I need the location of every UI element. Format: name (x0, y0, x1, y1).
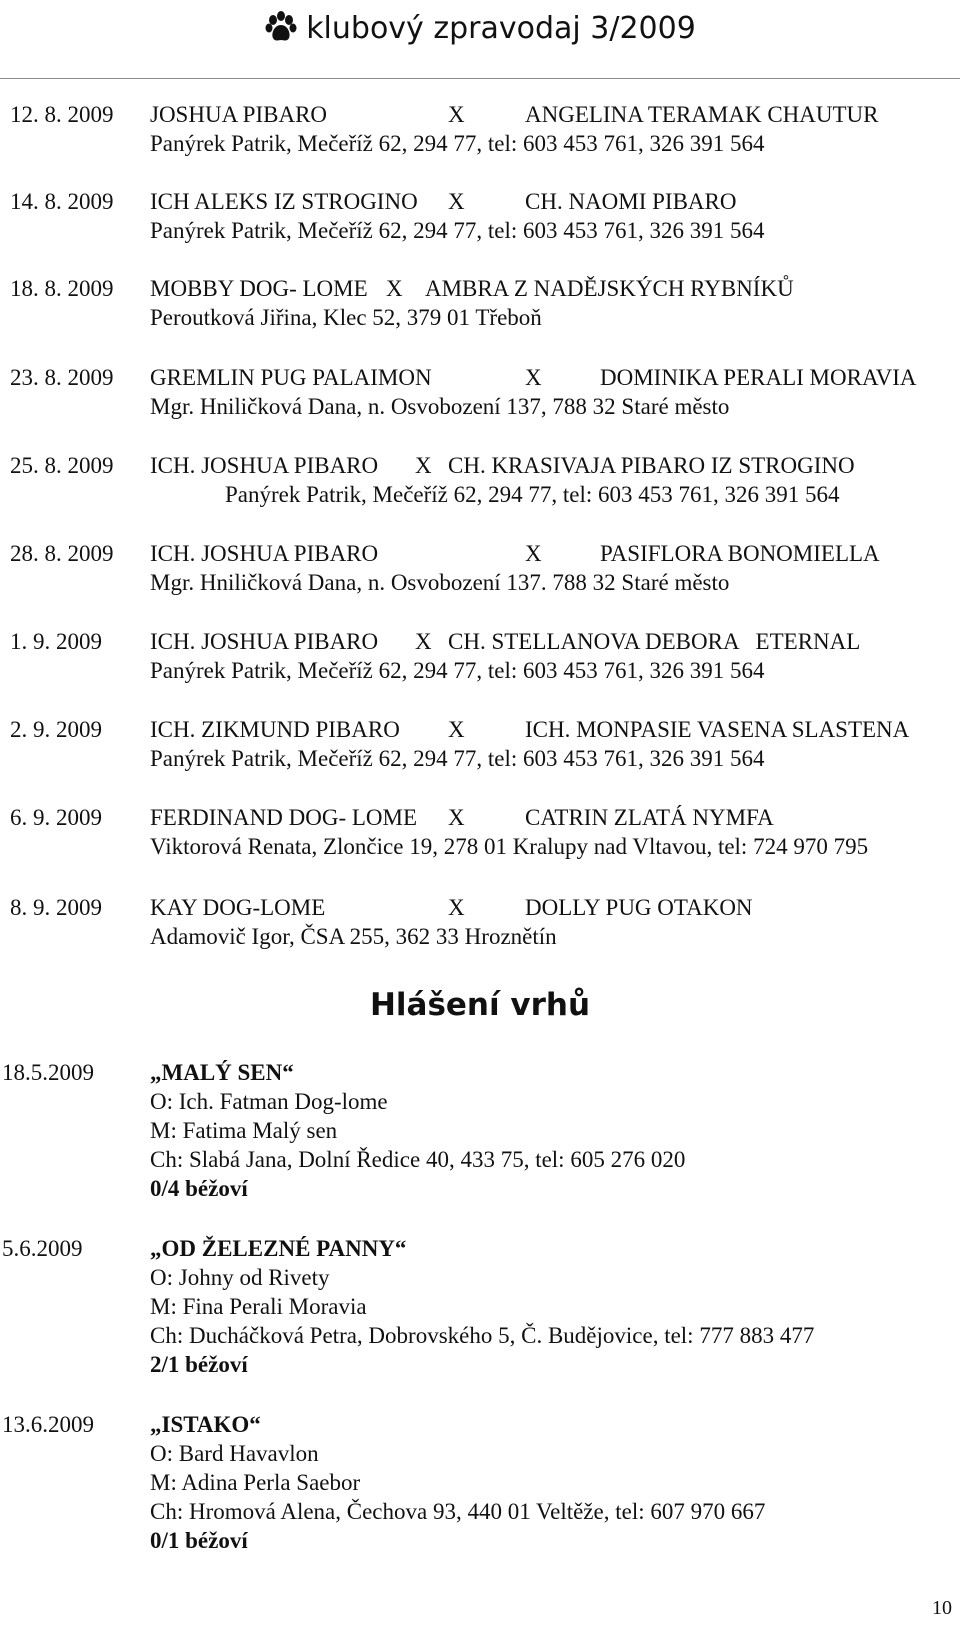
mating-entry (0, 187, 960, 245)
paw-icon (264, 11, 298, 45)
page-header (0, 4, 960, 52)
mating-dam: AMBRA Z NADĚJSKÝCH RYBNÍKŮ (425, 276, 794, 301)
mating-x: X (415, 453, 432, 478)
litter-name: „ISTAKO“ (150, 1412, 261, 1437)
mating-owner: Panýrek Patrik, Mečeříž 62, 294 77, tel: 603 453 761, 326 391 564 (150, 658, 765, 683)
mating-owner: Mgr. Hniličková Dana, n. Osvobození 137. 788 32 Staré město (150, 570, 730, 595)
litter-count: 0/4 béžoví (150, 1176, 248, 1201)
mating-x: X (448, 102, 465, 127)
mating-date: 1. 9. 2009 (10, 629, 102, 654)
mating-x: X (525, 541, 542, 566)
litter-sire: O: Johny od Rivety (150, 1265, 330, 1290)
mating-owner: Panýrek Patrik, Mečeříž 62, 294 77, tel: 603 453 761, 326 391 564 (150, 131, 765, 156)
mating-x: X (448, 189, 465, 214)
mating-date: 18. 8. 2009 (10, 276, 114, 301)
mating-entry (0, 274, 960, 332)
mating-dam: ICH. MONPASIE VASENA SLASTENA (525, 717, 910, 742)
mating-dam: ANGELINA TERAMAK CHAUTUR (525, 102, 879, 127)
litter-dam: M: Fina Perali Moravia (150, 1294, 367, 1319)
mating-owner: Panýrek Patrik, Mečeříž 62, 294 77, tel: 603 453 761, 326 391 564 (150, 746, 765, 771)
litter-name: „OD ŽELEZNÉ PANNY“ (150, 1236, 407, 1261)
mating-x: X (415, 629, 432, 654)
mating-entry (0, 627, 960, 685)
section-title: Hlášení vrhů (369, 987, 591, 1023)
litter-sire: O: Bard Havavlon (150, 1441, 319, 1466)
mating-sire: JOSHUA PIBARO (150, 102, 328, 127)
litter-entry (0, 1410, 960, 1555)
mating-owner: Viktorová Renata, Zlončice 19, 278 01 Kralupy nad Vltavou, tel: 724 970 795 (150, 834, 869, 859)
mating-sire: MOBBY DOG- LOME (150, 276, 368, 301)
litter-entry (0, 1058, 960, 1203)
mating-x: X (525, 365, 542, 390)
mating-dam: CH. KRASIVAJA PIBARO IZ STROGINO (448, 453, 855, 478)
mating-date: 28. 8. 2009 (10, 541, 114, 566)
mating-dam: CATRIN ZLATÁ NYMFA (525, 805, 774, 830)
mating-entry (0, 893, 960, 951)
mating-owner: Peroutková Jiřina, Klec 52, 379 01 Třeboň (150, 305, 542, 330)
litter-date: 13.6.2009 (2, 1412, 94, 1437)
mating-sire: ICH ALEKS IZ STROGINO (150, 189, 418, 214)
litter-breeder: Ch: Slabá Jana, Dolní Ředice 40, 433 75, tel: 605 276 020 (150, 1147, 686, 1172)
mating-x: X (448, 805, 465, 830)
mating-date: 6. 9. 2009 (10, 805, 102, 830)
litter-dam: M: Fatima Malý sen (150, 1118, 338, 1143)
mating-entry (0, 100, 960, 158)
litter-name: „MALÝ SEN“ (150, 1060, 294, 1085)
mating-owner: Mgr. Hniličková Dana, n. Osvobození 137, 788 32 Staré město (150, 394, 730, 419)
mating-date: 25. 8. 2009 (10, 453, 114, 478)
mating-x: X (448, 717, 465, 742)
mating-sire: ICH. JOSHUA PIBARO (150, 541, 379, 566)
mating-x: X (386, 276, 403, 301)
mating-sire: ICH. JOSHUA PIBARO (150, 453, 379, 478)
mating-dam: PASIFLORA BONOMIELLA (600, 541, 880, 566)
mating-owner: Panýrek Patrik, Mečeříž 62, 294 77, tel: 603 453 761, 326 391 564 (225, 482, 840, 507)
mating-date: 8. 9. 2009 (10, 895, 102, 920)
mating-entry (0, 803, 960, 861)
header-title: klubový zpravodaj 3/2009 (306, 10, 696, 46)
mating-entry (0, 715, 960, 773)
mating-sire: GREMLIN PUG PALAIMON (150, 365, 432, 390)
mating-date: 14. 8. 2009 (10, 189, 114, 214)
mating-sire: ICH. JOSHUA PIBARO (150, 629, 379, 654)
mating-entry (0, 451, 960, 509)
litter-date: 5.6.2009 (2, 1236, 83, 1261)
mating-sire: ICH. ZIKMUND PIBARO (150, 717, 400, 742)
litter-breeder: Ch: Ducháčková Petra, Dobrovského 5, Č. Budějovice, tel: 777 883 477 (150, 1323, 815, 1348)
mating-sire: FERDINAND DOG- LOME (150, 805, 418, 830)
litter-count: 2/1 béžoví (150, 1352, 248, 1377)
mating-sire: KAY DOG-LOME (150, 895, 326, 920)
litter-breeder: Ch: Hromová Alena, Čechova 93, 440 01 Veltěže, tel: 607 970 667 (150, 1499, 766, 1524)
mating-dam: DOLLY PUG OTAKON (525, 895, 753, 920)
litter-dam: M: Adina Perla Saebor (150, 1470, 361, 1495)
mating-owner: Adamovič Igor, ČSA 255, 362 33 Hroznětín (150, 924, 557, 949)
litter-sire: O: Ich. Fatman Dog-lome (150, 1089, 388, 1114)
mating-dam: CH. STELLANOVA DEBORA ETERNAL (448, 629, 861, 654)
litter-count: 0/1 béžoví (150, 1528, 248, 1553)
mating-date: 12. 8. 2009 (10, 102, 114, 127)
litter-date: 18.5.2009 (2, 1060, 94, 1085)
header-divider (0, 78, 960, 79)
mating-x: X (448, 895, 465, 920)
litter-entry (0, 1234, 960, 1379)
mating-entry (0, 363, 960, 421)
mating-entry (0, 539, 960, 597)
page-number: 10 (932, 1597, 952, 1619)
mating-date: 23. 8. 2009 (10, 365, 114, 390)
mating-owner: Panýrek Patrik, Mečeříž 62, 294 77, tel: 603 453 761, 326 391 564 (150, 218, 765, 243)
mating-dam: CH. NAOMI PIBARO (525, 189, 737, 214)
mating-dam: DOMINIKA PERALI MORAVIA (600, 365, 917, 390)
mating-date: 2. 9. 2009 (10, 717, 102, 742)
